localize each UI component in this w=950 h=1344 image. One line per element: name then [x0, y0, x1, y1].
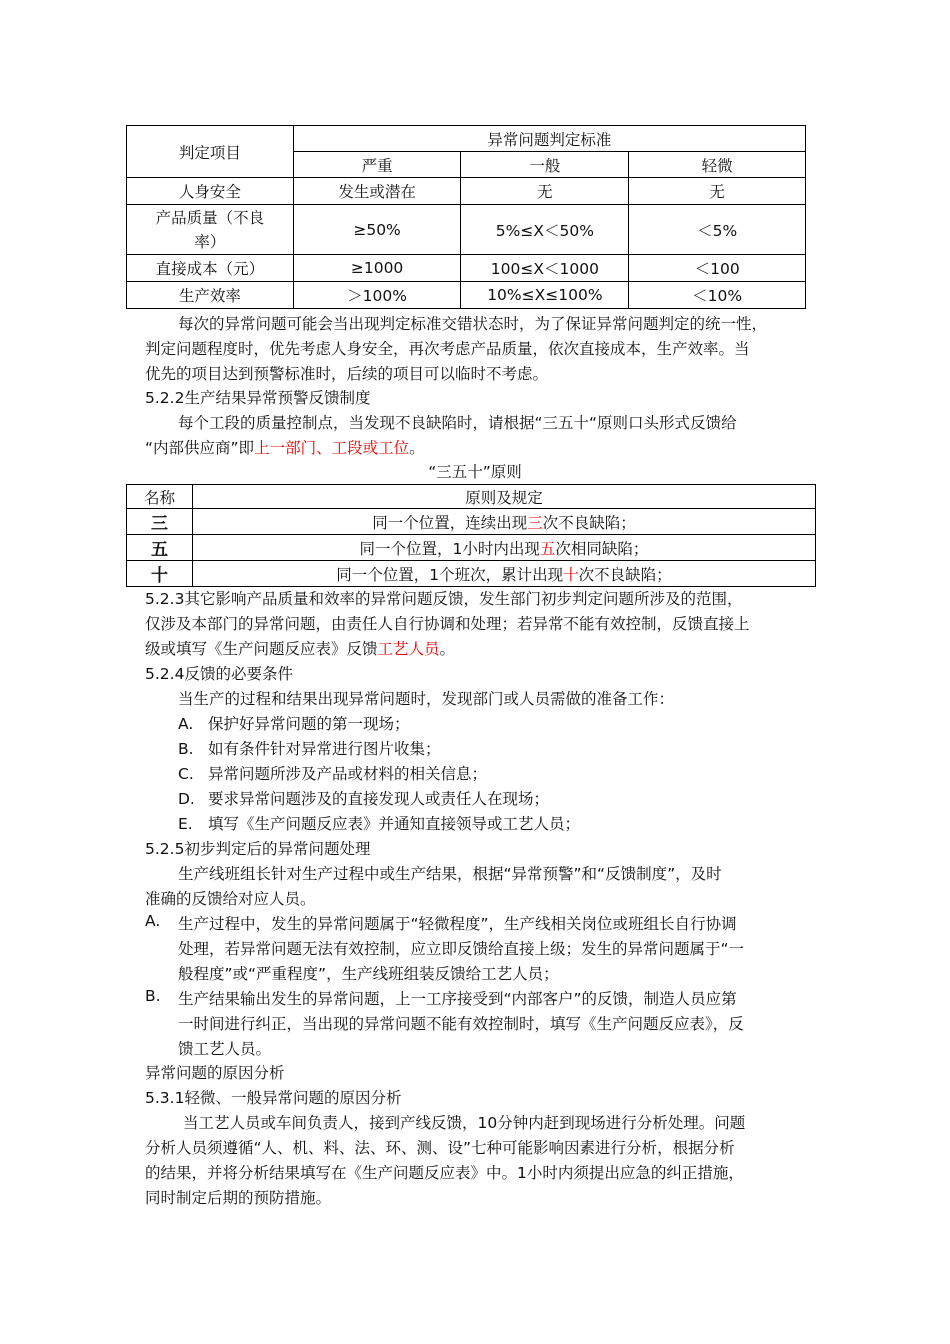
table-row [127, 561, 816, 587]
paragraph-line: 生产线班组长针对生产过程中或生产结果，根据“异常预警”和“反馈制度”，及时 [178, 865, 722, 883]
text-run: 同一个位置，1个班次，累计出现 [336, 565, 564, 584]
cell: ＞100% [293, 282, 461, 309]
list-label: B. [178, 740, 194, 758]
highlight-text: 三 [527, 513, 543, 532]
level-severe: 严重 [293, 152, 461, 178]
list-text: 如有条件针对异常进行图片收集； [208, 740, 441, 758]
paragraph-line: 馈工艺人员。 [178, 1040, 272, 1058]
table-row [127, 282, 806, 309]
row-name: 直接成本（元） [127, 255, 294, 282]
paragraph-line: 准确的反馈给对应人员。 [145, 890, 316, 908]
list-label: A. [178, 715, 194, 733]
section-heading: 异常问题的原因分析 [145, 1064, 285, 1082]
criteria-table [126, 125, 806, 309]
paragraph-line: 般程度”或“严重程度”，生产线班组装反馈给工艺人员； [178, 965, 559, 983]
rule-cell [192, 535, 815, 561]
text-run: 同一个位置，连续出现 [372, 513, 528, 532]
list-item [178, 737, 441, 759]
paragraph-line: 分析人员须遵循“人、机、料、法、环、测、设”七种可能影响因素进行分析，根据分析 [145, 1139, 735, 1157]
row-name: 生产效率 [127, 282, 294, 309]
list-item [178, 762, 487, 784]
list-label: C. [178, 765, 194, 783]
paragraph-line: 生产过程中，发生的异常问题属于“轻微程度”，生产线相关岗位或班组长自行协调 [178, 915, 737, 933]
paragraph-line: 每个工段的质量控制点，当发现不良缺陷时，请根据“三五十“原则口头形式反馈给 [178, 414, 737, 432]
rule-cell [192, 509, 815, 535]
cell: 无 [629, 178, 806, 205]
cell: ＜100 [629, 255, 806, 282]
header-rule: 原则及规定 [192, 485, 815, 509]
section-heading: 5.2.4反馈的必要条件 [145, 665, 293, 683]
cell: 5%≤X＜50% [461, 205, 629, 255]
row-name [127, 205, 294, 255]
cell: 发生或潜在 [293, 178, 461, 205]
list-label: D. [178, 790, 195, 808]
list-label: E. [178, 815, 193, 833]
section-heading: 5.2.5初步判定后的异常问题处理 [145, 840, 371, 858]
text-run: 级或填写《生产问题反应表》反馈 [145, 640, 378, 658]
paragraph-line: 仅涉及本部门的异常问题，由责任人自行协调和处理；若异常不能有效控制，反馈直接上 [145, 615, 750, 633]
highlight-text: 上一部门、工段或工位 [254, 439, 410, 457]
header-group: 异常问题判定标准 [293, 126, 805, 152]
list-item [178, 712, 410, 734]
section-subheading: 5.3.1轻微、一般异常问题的原因分析 [145, 1089, 402, 1107]
paragraph-line: 一时间进行纠正，当出现的异常问题不能有效控制时，填写《生产问题反应表》，反 [178, 1015, 744, 1033]
list-text: 保护好异常问题的第一现场； [208, 715, 410, 733]
cell: ＜10% [629, 282, 806, 309]
list-text: 异常问题所涉及产品或材料的相关信息； [208, 765, 488, 783]
level-minor: 轻微 [629, 152, 806, 178]
row-name-line: 产品质量（不良 [155, 208, 265, 227]
table-row [127, 535, 816, 561]
row-name: 十 [127, 561, 193, 587]
list-label: A. [145, 912, 161, 930]
highlight-text: 十 [563, 565, 579, 584]
highlight-text: 五 [539, 539, 556, 558]
paragraph-line [145, 436, 425, 458]
list-item [178, 787, 549, 809]
cell: ≥50% [293, 205, 461, 255]
header-item: 判定项目 [127, 126, 294, 178]
paragraph-line: 优先的项目达到预警标准时，后续的项目可以临时不考虑。 [145, 365, 549, 383]
table-caption: “三五十”原则 [428, 463, 522, 481]
list-text: 要求异常问题涉及的直接发现人或责任人在现场； [208, 790, 550, 808]
table-row [127, 178, 806, 205]
text-run: 同一个位置，1小时内出现 [359, 539, 540, 558]
text-run: 次不良缺陷； [578, 565, 672, 584]
row-name-line: 率） [194, 232, 226, 251]
row-name: 三 [127, 509, 193, 535]
paragraph-line: 每次的异常问题可能会当出现判定标准交错状态时，为了保证异常问题判定的统一性， [178, 315, 768, 333]
level-general: 一般 [461, 152, 629, 178]
list-item [178, 812, 580, 834]
text-run: 次不良缺陷； [542, 513, 636, 532]
cell: 10%≤X≤100% [461, 282, 629, 309]
text-run: 次相同缺陷； [555, 539, 649, 558]
row-name: 五 [127, 535, 193, 561]
list-text: 填写《生产问题反应表》并通知直接领导或工艺人员； [208, 815, 581, 833]
paragraph-line: 当工艺人员或车间负责人，接到产线反馈，10分钟内赶到现场进行分析处理。问题 [183, 1114, 746, 1132]
table-row [127, 509, 816, 535]
cell: ＜5% [629, 205, 806, 255]
rule-cell [192, 561, 815, 587]
paragraph-line [145, 637, 455, 659]
list-label: B. [145, 987, 161, 1005]
table-row [127, 205, 806, 255]
paragraph-line: 5.2.3其它影响产品质量和效率的异常问题反馈，发生部门初步判定问题所涉及的范围， [145, 590, 743, 608]
highlight-text: 工艺人员 [377, 640, 440, 658]
text-run: 。 [439, 640, 456, 658]
cell: 无 [461, 178, 629, 205]
row-name: 人身安全 [127, 178, 294, 205]
header-name: 名称 [127, 485, 193, 509]
text-run: “内部供应商”即 [145, 439, 255, 457]
table-row [127, 255, 806, 282]
paragraph-line: 的结果，并将分析结果填写在《生产问题反应表》中。1小时内须提出应急的纠正措施， [145, 1164, 744, 1182]
text-run: 。 [409, 439, 425, 457]
paragraph-line: 处理，若异常问题无法有效控制，应立即反馈给直接上级；发生的异常问题属于“一 [178, 940, 745, 958]
cell: 100≤X＜1000 [461, 255, 629, 282]
paragraph-line: 判定问题程度时，优先考虑人身安全，再次考虑产品质量，依次直接成本，生产效率。当 [145, 340, 750, 358]
paragraph-line: 当生产的过程和结果出现异常问题时，发现部门或人员需做的准备工作： [178, 690, 675, 708]
paragraph-line: 同时制定后期的预防措施。 [145, 1189, 332, 1207]
section-heading: 5.2.2生产结果异常预警反馈制度 [145, 389, 371, 407]
principle-table [126, 484, 816, 587]
cell: ≥1000 [293, 255, 461, 282]
paragraph-line: 生产结果输出发生的异常问题，上一工序接受到“内部客户”的反馈，制造人员应第 [178, 990, 737, 1008]
